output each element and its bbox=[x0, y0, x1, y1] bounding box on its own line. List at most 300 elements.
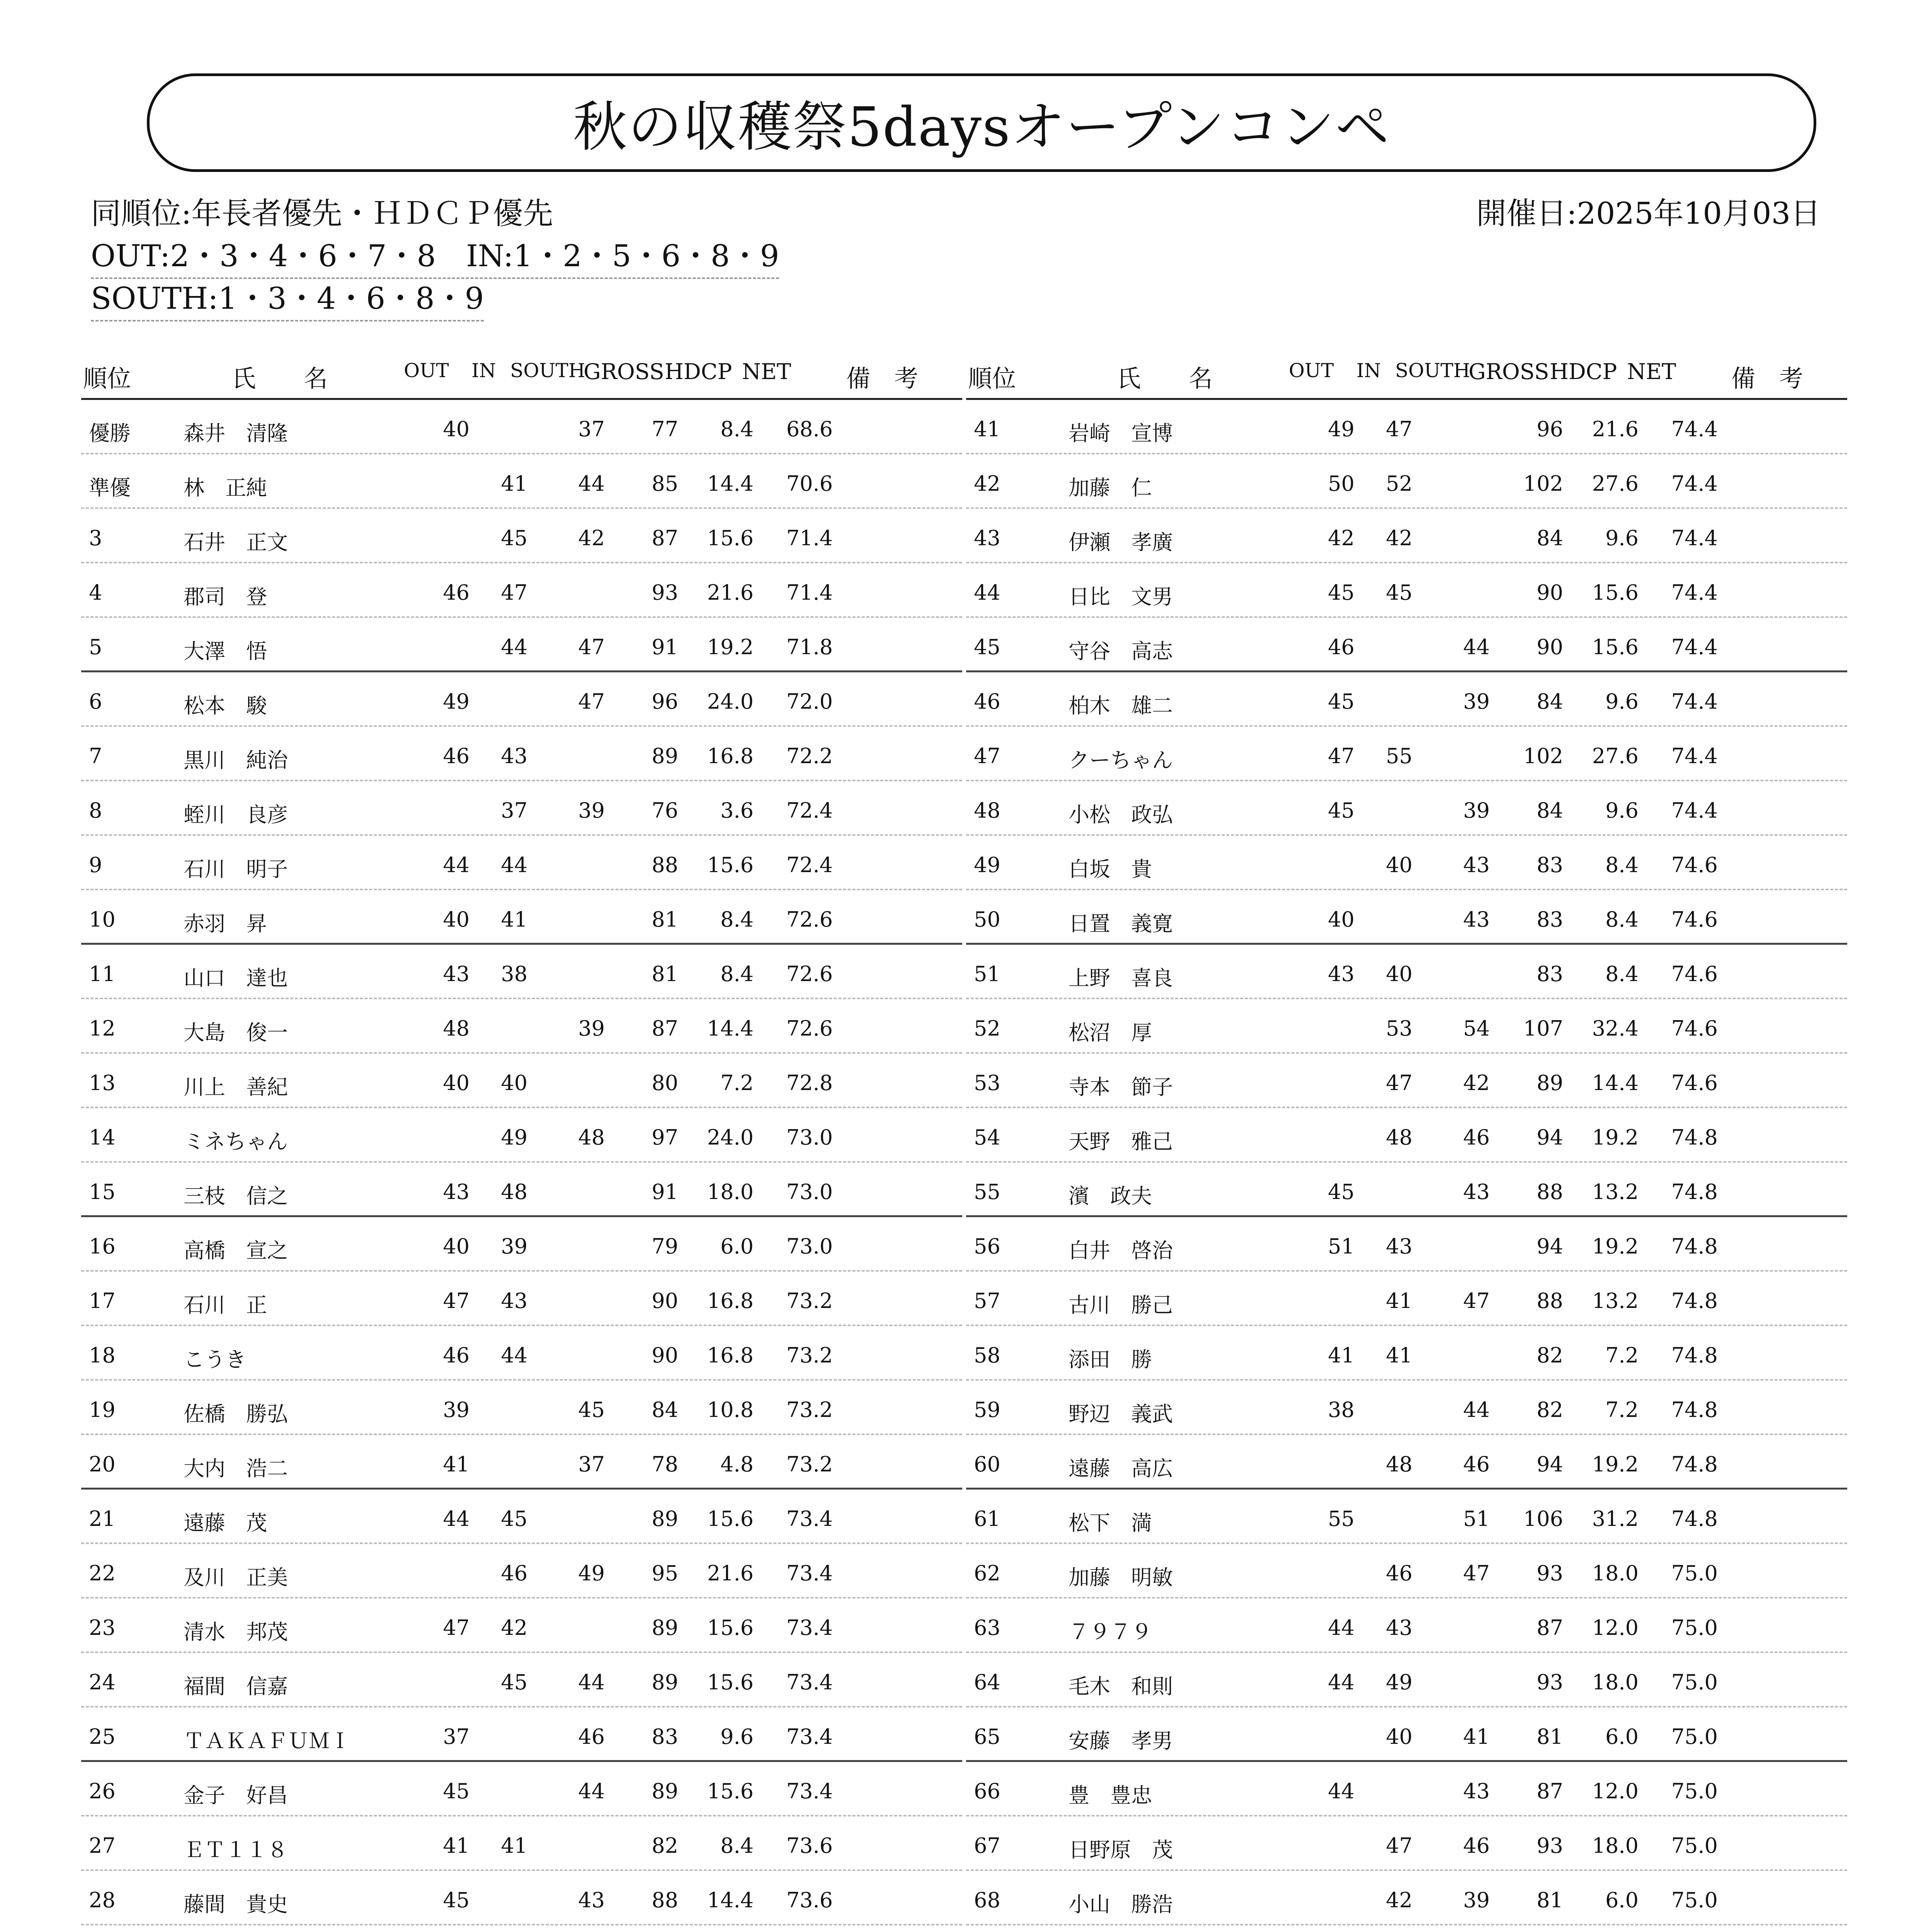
hdcp: 16.8 bbox=[707, 1343, 754, 1367]
out-score: 49 bbox=[1328, 417, 1354, 441]
table-row bbox=[966, 454, 1847, 509]
gross-score: 91 bbox=[652, 635, 678, 659]
in-score: 40 bbox=[1386, 962, 1412, 986]
rank: 45 bbox=[974, 635, 1001, 659]
rank: 19 bbox=[89, 1398, 116, 1422]
table-row bbox=[966, 836, 1847, 890]
rank: 58 bbox=[974, 1343, 1001, 1367]
gross-score: 81 bbox=[652, 962, 678, 986]
title-box bbox=[147, 73, 1816, 172]
net-score: 73.2 bbox=[786, 1452, 833, 1476]
in-score: 44 bbox=[501, 1343, 527, 1367]
south-score: 44 bbox=[1463, 1398, 1490, 1422]
in-score: 45 bbox=[501, 526, 527, 550]
gross-score: 102 bbox=[1523, 744, 1563, 768]
net-score: 73.2 bbox=[786, 1398, 833, 1422]
player-name: 松本 駿 bbox=[184, 694, 267, 718]
gross-score: 76 bbox=[652, 798, 678, 823]
net-score: 73.4 bbox=[786, 1616, 833, 1640]
table-row bbox=[81, 563, 962, 618]
table-row bbox=[81, 1544, 962, 1599]
net-score: 74.4 bbox=[1671, 635, 1718, 659]
player-name: 石川 明子 bbox=[184, 857, 288, 881]
table-row bbox=[81, 1381, 962, 1435]
hdcp: 15.6 bbox=[707, 1670, 754, 1694]
player-name: ミネちゃん bbox=[184, 1129, 288, 1154]
hdcp: 32.4 bbox=[1592, 1016, 1639, 1041]
out-score: 44 bbox=[1328, 1779, 1354, 1803]
rank: 65 bbox=[974, 1725, 1001, 1749]
in-score: 41 bbox=[1386, 1289, 1412, 1313]
hdcp: 4.8 bbox=[720, 1452, 754, 1476]
gross-score: 91 bbox=[652, 1180, 678, 1204]
south-score: 43 bbox=[1463, 1180, 1490, 1204]
net-score: 74.4 bbox=[1671, 417, 1718, 441]
player-name: 大内 浩二 bbox=[184, 1456, 288, 1481]
rank: 46 bbox=[974, 689, 1001, 714]
net-score: 72.6 bbox=[786, 962, 833, 986]
hdcp: 7.2 bbox=[1605, 1398, 1639, 1422]
table-row bbox=[81, 618, 962, 672]
net-score: 72.8 bbox=[786, 1071, 833, 1095]
player-name: 金子 好昌 bbox=[184, 1783, 288, 1808]
player-name: 高橋 宣之 bbox=[184, 1238, 288, 1263]
net-score: 73.2 bbox=[786, 1343, 833, 1367]
player-name: 野辺 義武 bbox=[1069, 1402, 1173, 1426]
table-row bbox=[81, 1217, 962, 1272]
header-name: 氏 名 bbox=[232, 364, 328, 393]
gross-score: 85 bbox=[652, 471, 678, 496]
player-name: 伊瀬 孝廣 bbox=[1069, 530, 1173, 554]
gross-score: 89 bbox=[652, 1779, 678, 1803]
out-score: 44 bbox=[1328, 1670, 1354, 1694]
hdcp: 15.6 bbox=[707, 1779, 754, 1803]
south-score: 47 bbox=[1463, 1289, 1490, 1313]
net-score: 73.0 bbox=[786, 1125, 833, 1150]
player-name: 遠藤 茂 bbox=[184, 1511, 267, 1535]
out-score: 46 bbox=[443, 744, 470, 768]
out-score: 40 bbox=[443, 417, 470, 441]
hdcp: 19.2 bbox=[707, 635, 754, 659]
table-row bbox=[81, 999, 962, 1054]
table-row bbox=[81, 890, 962, 945]
gross-score: 81 bbox=[652, 907, 678, 932]
gross-score: 96 bbox=[1537, 417, 1563, 441]
in-score: 46 bbox=[501, 1561, 527, 1585]
net-score: 74.8 bbox=[1671, 1343, 1718, 1367]
net-score: 74.8 bbox=[1671, 1452, 1718, 1476]
net-score: 72.2 bbox=[786, 744, 833, 768]
net-score: 74.8 bbox=[1671, 1507, 1718, 1531]
gross-score: 78 bbox=[652, 1452, 678, 1476]
rank: 7 bbox=[89, 744, 102, 768]
in-score: 40 bbox=[1386, 853, 1412, 877]
rank: 42 bbox=[974, 471, 1001, 496]
player-name: 山口 達也 bbox=[184, 966, 288, 990]
table-row bbox=[81, 1762, 962, 1816]
table-row bbox=[81, 454, 962, 509]
player-name: こうき bbox=[184, 1347, 246, 1372]
in-score: 43 bbox=[501, 744, 527, 768]
net-score: 74.4 bbox=[1671, 580, 1718, 605]
table-row bbox=[966, 1599, 1847, 1653]
net-score: 74.4 bbox=[1671, 526, 1718, 550]
hdcp: 15.6 bbox=[707, 1616, 754, 1640]
net-score: 75.0 bbox=[1671, 1616, 1718, 1640]
table-row bbox=[966, 672, 1847, 727]
in-score: 41 bbox=[1386, 1343, 1412, 1367]
table-row bbox=[81, 672, 962, 727]
gross-score: 89 bbox=[652, 1507, 678, 1531]
net-score: 74.8 bbox=[1671, 1234, 1718, 1259]
player-name: 三枝 信之 bbox=[184, 1184, 288, 1208]
hdcp: 16.8 bbox=[707, 1289, 754, 1313]
player-name: 清水 邦茂 bbox=[184, 1620, 288, 1644]
gross-score: 88 bbox=[1537, 1289, 1563, 1313]
south-score: 54 bbox=[1463, 1016, 1490, 1041]
table-row bbox=[81, 1054, 962, 1108]
south-score: 41 bbox=[1463, 1725, 1490, 1749]
player-name: 安藤 孝男 bbox=[1069, 1729, 1173, 1753]
gross-score: 83 bbox=[1537, 962, 1563, 986]
net-score: 71.4 bbox=[786, 580, 833, 605]
hdcp: 24.0 bbox=[707, 1125, 754, 1150]
net-score: 74.8 bbox=[1671, 1180, 1718, 1204]
gross-score: 97 bbox=[652, 1125, 678, 1150]
rank: 63 bbox=[974, 1616, 1001, 1640]
player-name: 佐橋 勝弘 bbox=[184, 1402, 288, 1426]
south-score: 51 bbox=[1463, 1507, 1490, 1531]
table-row bbox=[81, 1599, 962, 1653]
out-score: 50 bbox=[1328, 471, 1354, 496]
table-row bbox=[966, 509, 1847, 563]
south-score: 48 bbox=[578, 1125, 605, 1150]
player-name: 大澤 悟 bbox=[184, 639, 267, 663]
table-row bbox=[966, 1762, 1847, 1816]
rank: 52 bbox=[974, 1016, 1001, 1041]
south-score: 43 bbox=[1463, 853, 1490, 877]
hdcp: 15.6 bbox=[707, 853, 754, 877]
hdcp: 14.4 bbox=[707, 1016, 754, 1041]
net-score: 75.0 bbox=[1671, 1779, 1718, 1803]
table-row bbox=[81, 945, 962, 999]
hdcp: 15.6 bbox=[707, 526, 754, 550]
table-row bbox=[81, 1326, 962, 1381]
player-name: ７９７９ bbox=[1069, 1620, 1152, 1644]
gross-score: 88 bbox=[652, 1888, 678, 1912]
rank: 23 bbox=[89, 1616, 116, 1640]
net-score: 72.0 bbox=[786, 689, 833, 714]
hdcp: 8.4 bbox=[1605, 853, 1639, 877]
gross-score: 102 bbox=[1523, 471, 1563, 496]
rank: 51 bbox=[974, 962, 1001, 986]
table-row bbox=[81, 1816, 962, 1871]
net-score: 72.6 bbox=[786, 1016, 833, 1041]
rank: 6 bbox=[89, 689, 102, 714]
net-score: 72.6 bbox=[786, 907, 833, 932]
in-score: 49 bbox=[1386, 1670, 1412, 1694]
gross-score: 83 bbox=[652, 1725, 678, 1749]
header-hdcp: HDCP bbox=[1550, 359, 1617, 384]
hdcp: 18.0 bbox=[1592, 1833, 1639, 1858]
rank: 優勝 bbox=[89, 421, 131, 446]
gross-score: 89 bbox=[652, 744, 678, 768]
gross-score: 94 bbox=[1537, 1234, 1563, 1259]
player-name: 黒川 純治 bbox=[184, 748, 288, 772]
gross-score: 106 bbox=[1523, 1507, 1563, 1531]
net-score: 72.4 bbox=[786, 853, 833, 877]
header-remarks: 備 考 bbox=[846, 364, 919, 393]
in-score: 40 bbox=[501, 1071, 527, 1095]
gross-score: 96 bbox=[652, 689, 678, 714]
header-remarks: 備 考 bbox=[1731, 364, 1804, 393]
rank: 12 bbox=[89, 1016, 116, 1041]
player-name: 上野 喜良 bbox=[1069, 966, 1173, 990]
rank: 59 bbox=[974, 1398, 1001, 1422]
in-score: 48 bbox=[1386, 1452, 1412, 1476]
player-name: 日野原 茂 bbox=[1069, 1838, 1173, 1862]
player-name: 加藤 明敏 bbox=[1069, 1565, 1173, 1590]
rank: 49 bbox=[974, 853, 1001, 877]
table-row bbox=[81, 1708, 962, 1762]
out-score: 45 bbox=[443, 1888, 470, 1912]
net-score: 71.4 bbox=[786, 526, 833, 550]
in-score: 37 bbox=[501, 798, 527, 823]
player-name: 石川 正 bbox=[184, 1293, 267, 1317]
in-score: 48 bbox=[1386, 1125, 1412, 1150]
south-score: 43 bbox=[578, 1888, 605, 1912]
in-score: 45 bbox=[501, 1507, 527, 1531]
table-row bbox=[81, 1272, 962, 1326]
table-row bbox=[966, 890, 1847, 945]
net-score: 73.0 bbox=[786, 1234, 833, 1259]
hdcp: 27.6 bbox=[1592, 471, 1639, 496]
gross-score: 88 bbox=[652, 853, 678, 877]
header-rank: 順位 bbox=[968, 364, 1016, 393]
in-score: 42 bbox=[501, 1616, 527, 1640]
rank: 21 bbox=[89, 1507, 116, 1531]
in-score: 41 bbox=[501, 471, 527, 496]
out-score: 40 bbox=[443, 1234, 470, 1259]
table-row bbox=[966, 1708, 1847, 1762]
hdcp: 8.4 bbox=[720, 962, 754, 986]
rank: 54 bbox=[974, 1125, 1001, 1150]
rank: 41 bbox=[974, 417, 1001, 441]
rank: 64 bbox=[974, 1670, 1001, 1694]
net-score: 73.4 bbox=[786, 1725, 833, 1749]
out-score: 45 bbox=[1328, 1180, 1354, 1204]
rank: 11 bbox=[89, 962, 116, 986]
hdcp: 6.0 bbox=[1605, 1725, 1639, 1749]
hdcp: 6.0 bbox=[720, 1234, 754, 1259]
south-score: 46 bbox=[578, 1725, 605, 1749]
rank: 68 bbox=[974, 1888, 1001, 1912]
rank: 57 bbox=[974, 1289, 1001, 1313]
net-score: 73.4 bbox=[786, 1507, 833, 1531]
out-score: 47 bbox=[443, 1616, 470, 1640]
south-score: 47 bbox=[578, 689, 605, 714]
player-name: 藤間 貴史 bbox=[184, 1892, 288, 1917]
net-score: 70.6 bbox=[786, 471, 833, 496]
south-score: 49 bbox=[578, 1561, 605, 1585]
rank: 25 bbox=[89, 1725, 116, 1749]
hdcp: 9.6 bbox=[1605, 798, 1639, 823]
rank: 24 bbox=[89, 1670, 116, 1694]
hdcp: 21.6 bbox=[1592, 417, 1639, 441]
out-score: 39 bbox=[443, 1398, 470, 1422]
table-row bbox=[81, 1653, 962, 1708]
hdcp: 19.2 bbox=[1592, 1234, 1639, 1259]
south-score: 43 bbox=[1463, 1779, 1490, 1803]
player-name: 添田 勝 bbox=[1069, 1347, 1152, 1372]
hdcp: 18.0 bbox=[707, 1180, 754, 1204]
table-row bbox=[81, 400, 962, 454]
header-in: IN bbox=[1356, 359, 1381, 382]
hdcp: 7.2 bbox=[720, 1071, 754, 1095]
south-score: 44 bbox=[578, 471, 605, 496]
player-name: 林 正純 bbox=[184, 476, 267, 500]
hdcp: 16.8 bbox=[707, 744, 754, 768]
player-name: 郡司 登 bbox=[184, 585, 267, 609]
south-score: 43 bbox=[1463, 907, 1490, 932]
out-score: 45 bbox=[1328, 798, 1354, 823]
hdcp: 8.4 bbox=[720, 1833, 754, 1858]
gross-score: 84 bbox=[652, 1398, 678, 1422]
results-column-left bbox=[81, 352, 962, 1932]
table-row bbox=[966, 1054, 1847, 1108]
out-score: 48 bbox=[443, 1016, 470, 1041]
header-net: NET bbox=[1627, 359, 1676, 384]
net-score: 75.0 bbox=[1671, 1561, 1718, 1585]
gross-score: 93 bbox=[1537, 1561, 1563, 1585]
net-score: 73.4 bbox=[786, 1561, 833, 1585]
table-row bbox=[81, 1435, 962, 1490]
table-row bbox=[81, 1163, 962, 1217]
rank: 53 bbox=[974, 1071, 1001, 1095]
net-score: 74.4 bbox=[1671, 471, 1718, 496]
south-score: 47 bbox=[578, 635, 605, 659]
net-score: 74.6 bbox=[1671, 1071, 1718, 1095]
player-name: 大島 俊一 bbox=[184, 1020, 288, 1045]
hdcp: 7.2 bbox=[1605, 1343, 1639, 1367]
gross-score: 84 bbox=[1537, 526, 1563, 550]
rank: 5 bbox=[89, 635, 102, 659]
header-out: OUT bbox=[1289, 359, 1334, 382]
rank: 56 bbox=[974, 1234, 1001, 1259]
south-score: 37 bbox=[578, 417, 605, 441]
player-name: ＥＴ１１８ bbox=[184, 1838, 288, 1862]
net-score: 74.4 bbox=[1671, 798, 1718, 823]
net-score: 73.0 bbox=[786, 1180, 833, 1204]
table-row bbox=[966, 945, 1847, 999]
table-row bbox=[966, 1381, 1847, 1435]
out-score: 49 bbox=[443, 689, 470, 714]
gross-score: 93 bbox=[1537, 1670, 1563, 1694]
gross-score: 87 bbox=[652, 1016, 678, 1041]
out-score: 47 bbox=[1328, 744, 1354, 768]
table-row bbox=[966, 1544, 1847, 1599]
net-score: 74.4 bbox=[1671, 689, 1718, 714]
out-score: 44 bbox=[443, 853, 470, 877]
in-score: 47 bbox=[1386, 1833, 1412, 1858]
south-score: 37 bbox=[578, 1452, 605, 1476]
header-gross: GROSS bbox=[1468, 359, 1549, 384]
player-name: 濱 政夫 bbox=[1069, 1184, 1152, 1208]
out-score: 42 bbox=[1328, 526, 1354, 550]
rank: 62 bbox=[974, 1561, 1001, 1585]
rank: 66 bbox=[974, 1779, 1001, 1803]
table-row bbox=[966, 618, 1847, 672]
in-score: 42 bbox=[1386, 526, 1412, 550]
hdcp: 8.4 bbox=[1605, 907, 1639, 932]
table-row bbox=[81, 781, 962, 836]
south-score: 46 bbox=[1463, 1125, 1490, 1150]
hdcp: 8.4 bbox=[720, 417, 754, 441]
player-name: 及川 正美 bbox=[184, 1565, 288, 1590]
player-name: 小松 政弘 bbox=[1069, 803, 1173, 827]
header-hdcp: HDCP bbox=[665, 359, 732, 384]
net-score: 75.0 bbox=[1671, 1888, 1718, 1912]
gross-score: 87 bbox=[1537, 1616, 1563, 1640]
gross-score: 84 bbox=[1537, 798, 1563, 823]
header-out: OUT bbox=[404, 359, 449, 382]
rank: 47 bbox=[974, 744, 1001, 768]
gross-score: 88 bbox=[1537, 1180, 1563, 1204]
rank: 61 bbox=[974, 1507, 1001, 1531]
net-score: 74.8 bbox=[1671, 1125, 1718, 1150]
gross-score: 83 bbox=[1537, 907, 1563, 932]
gross-score: 82 bbox=[652, 1833, 678, 1858]
hdcp: 18.0 bbox=[1592, 1670, 1639, 1694]
player-name: 守谷 高志 bbox=[1069, 639, 1173, 663]
rank: 44 bbox=[974, 580, 1001, 605]
south-score: 39 bbox=[578, 1016, 605, 1041]
in-score: 47 bbox=[501, 580, 527, 605]
hdcp: 14.4 bbox=[1592, 1071, 1639, 1095]
hdcp: 8.4 bbox=[720, 907, 754, 932]
player-name: 古川 勝己 bbox=[1069, 1293, 1173, 1317]
out-score: 47 bbox=[443, 1289, 470, 1313]
player-name: 小山 勝浩 bbox=[1069, 1892, 1173, 1917]
out-score: 37 bbox=[443, 1725, 470, 1749]
net-score: 74.6 bbox=[1671, 1016, 1718, 1041]
net-score: 74.8 bbox=[1671, 1289, 1718, 1313]
gross-score: 82 bbox=[1537, 1398, 1563, 1422]
rank: 10 bbox=[89, 907, 116, 932]
player-name: 遠藤 高広 bbox=[1069, 1456, 1173, 1481]
hdcp: 14.4 bbox=[707, 1888, 754, 1912]
net-score: 73.2 bbox=[786, 1289, 833, 1313]
rank: 13 bbox=[89, 1071, 116, 1095]
in-score: 46 bbox=[1386, 1561, 1412, 1585]
table-row bbox=[966, 1163, 1847, 1217]
south-score: 44 bbox=[578, 1779, 605, 1803]
header-net: NET bbox=[742, 359, 791, 384]
net-score: 75.0 bbox=[1671, 1670, 1718, 1694]
rank: 18 bbox=[89, 1343, 116, 1367]
hdcp: 19.2 bbox=[1592, 1452, 1639, 1476]
gross-score: 83 bbox=[1537, 853, 1563, 877]
rank: 60 bbox=[974, 1452, 1001, 1476]
south-score: 39 bbox=[578, 798, 605, 823]
hdcp: 3.6 bbox=[720, 798, 754, 823]
table-row bbox=[966, 400, 1847, 454]
header-south: SOUTH bbox=[1395, 359, 1470, 382]
player-name: 日比 文男 bbox=[1069, 585, 1173, 609]
net-score: 73.6 bbox=[786, 1833, 833, 1858]
hdcp: 14.4 bbox=[707, 471, 754, 496]
gross-score: 81 bbox=[1537, 1725, 1563, 1749]
